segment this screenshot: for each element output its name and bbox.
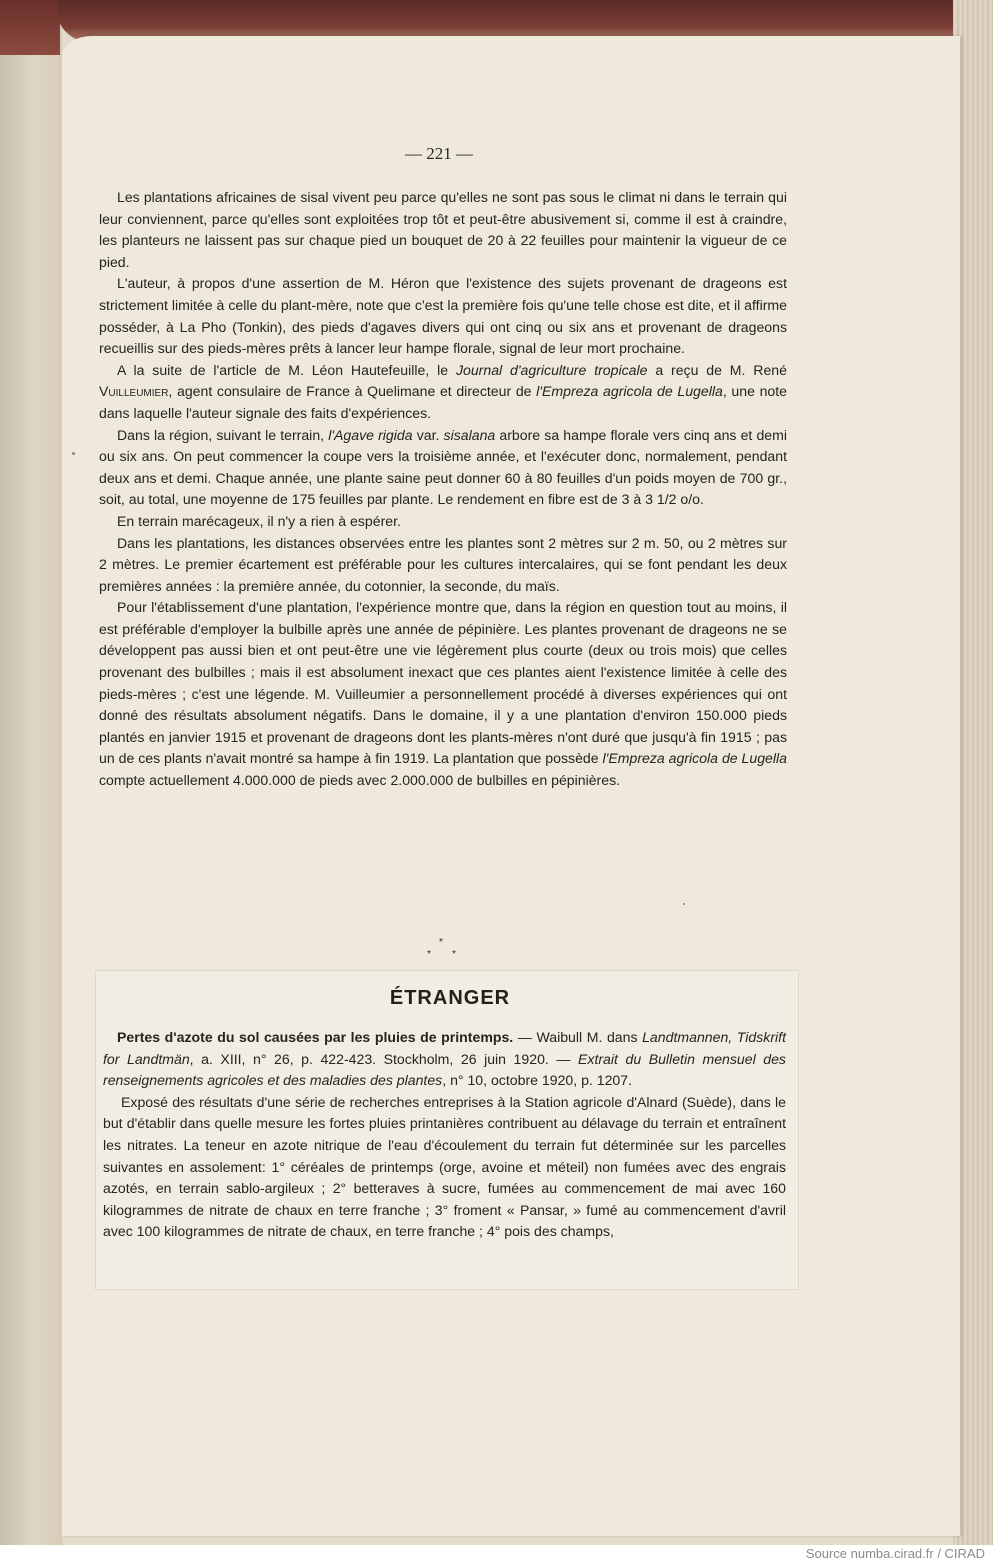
author-name: Vuilleumier (99, 383, 169, 400)
body-text-top (99, 187, 787, 792)
article-title: Pertes d'azote du sol causées par les pluies de printemps. (117, 1029, 514, 1045)
variety-name: sisalana (443, 426, 496, 443)
page-number: — 221 — (405, 144, 473, 163)
source-periodical: Landtmannen, Tidskrift for Landtmän (103, 1029, 786, 1067)
paragraph-sisal-plantations: Les plantations africaines de sisal vivent peu parce qu'elles ne sont pas sous le climat ni dans le terrain qui leur conviennent, parce qu'elles sont exploitées trop tôt et peut-être abusivement si, comme il est à craindre, les planteurs ne laissent pas sur chaque pied un bouquet de 20 à 22 feuilles pour maintenir la vigueur de ce pied. (99, 189, 787, 270)
source-credit: Source numba.cirad.fr / CIRAD (805, 1546, 985, 1561)
section-title: ÉTRANGER (389, 987, 511, 1009)
article-etranger (103, 1027, 786, 1243)
asterism-divider (418, 937, 468, 965)
source-bulletin: Extrait du Bulletin mensuel des renseignements agricoles et des maladies des plantes (103, 1050, 786, 1089)
species-name: l'Agave rigida (328, 426, 413, 443)
paragraph-agave-region: Dans la région, suivant le terrain, l'Agave rigida var. sisalana arbore sa hampe florale vers cinq ans et demi ou six ans. On peut commencer la coupe vers la troisième année, et l'exécuter donc, normalement, pendant deux ans et demi. Chaque année, une plante saine peut donner 60 à 80 feuilles d'un poids moyen de 700 gr., soit, au total, une moyenne de 175 feuilles par plante. Le rendement en fibre est de 3 à 3 1/2 o/o. (99, 426, 787, 508)
article-body: Exposé des résultats d'une série de recherches entreprises à la Station agricole d'Alnard (Suède), dans le but d'établir dans quelle mesure les fortes pluies printanières contribuent au délavage du terrain et entraînent les nitrates. La teneur en azote nitrique de l'eau d'écoulement du terrain fut déterminée sur les parcelles suivantes en assolement: 1° céréales de printemps (orge, avoine et méteil) non fumées avec des engrais azotés, en terrain sablo-argileux ; 2° betteraves à sucre, fumées au commencement de mai avec 160 kilogrammes de nitrate de chaux en terre franche ; 3° froment « Pansar, » fumé au commencement d'avril avec 100 kilogrammes de nitrate de chaux, en terre franche ; 4° pois des champs, (103, 1093, 786, 1240)
company-name: l'Empreza agricola de Lugella (602, 750, 787, 767)
journal-title: Journal d'agriculture tropicale (455, 361, 648, 378)
article-header: Pertes d'azote du sol causées par les pluies de printemps. — Waibull M. dans Landtmannen, Tidskrift for Landtmän, a. XIII, n° 26, p. 422-423. Stockholm, 26 juin 1920. — Extrait du Bulletin mensuel des renseignements agricoles et des maladies des plantes, n° 10, octobre 1920, p. 1207. (103, 1029, 786, 1089)
paper-speck (683, 903, 685, 905)
book-binding-left (0, 0, 60, 55)
asterism-star: * (427, 949, 431, 960)
asterism-star: * (452, 949, 456, 960)
paragraph-vuilleumier-note: A la suite de l'article de M. Léon Hautefeuille, le Journal d'agriculture tropicale a reçu de M. René Vuilleumier, agent consulaire de France à Quelimane et directeur de l'Empreza agricola de Lugella, une note dans laquelle l'auteur signale des faits d'expériences. (99, 361, 788, 421)
paragraph-planting-distances: Dans les plantations, les distances observées entre les plantes sont 2 mètres sur 2 m. 50, ou 2 mètres sur 2 mètres. Le premier écartement est préférable pour les cultures intercalaires, qui se font pendant les deux premières années : la première année, du cotonnier, la seconde, du maïs. (99, 534, 787, 594)
paragraph-plantation-establishment: Pour l'établissement d'une plantation, l'expérience montre que, dans la région en question tout au moins, il est préférable d'employer la bulbille après une année de pépinière. Les plantes provenant de drageons ne se développent pas aussi bien et ont peut-être une vie légèrement plus courte (deux ou trois mois) que celles provenant des bulbilles ; mais il est absolument inexact que ces plantes aient l'existence limitée à celle des pieds-mères ; c'est une légende. M. Vuilleumier a personnellement procédé à diverses expériences qui ont donné des résultats absolument négatifs. Dans le domaine, il y a une plantation d'environ 150.000 pieds plantés en janvier 1915 et provenant de drageons dont les plants-mères n'ont duré que jusqu'à fin 1915 ; pas un de ces plants n'avait montré sa hampe à fin 1919. La plantation que possède l'Empreza agricola de Lugella compte actuellement 4.000.000 de pieds avec 2.000.000 de bulbilles en pépinières. (99, 599, 787, 789)
paragraph-heron-assertion: L'auteur, à propos d'une assertion de M. Héron que l'existence des sujets provenant de drageons est strictement limitée à celle du plant-mère, note que c'est la première fois qu'une telle chose est dite, et il affirme posséder, à La Pho (Tonkin), des pieds d'agaves divers qui ont cinq ou six ans et provenant de drageons recueillis sur des pieds-mères prêts à lancer leur hampe florale, signal de leur mort prochaine. (99, 275, 787, 357)
left-page-edge (0, 0, 62, 1545)
paragraph-marshy-land: En terrain marécageux, il n'y a rien à espérer. (117, 512, 401, 529)
paper-speck (72, 452, 75, 455)
asterism-star: * (439, 937, 443, 948)
company-name: l'Empreza agricola de Lugella (536, 383, 723, 400)
